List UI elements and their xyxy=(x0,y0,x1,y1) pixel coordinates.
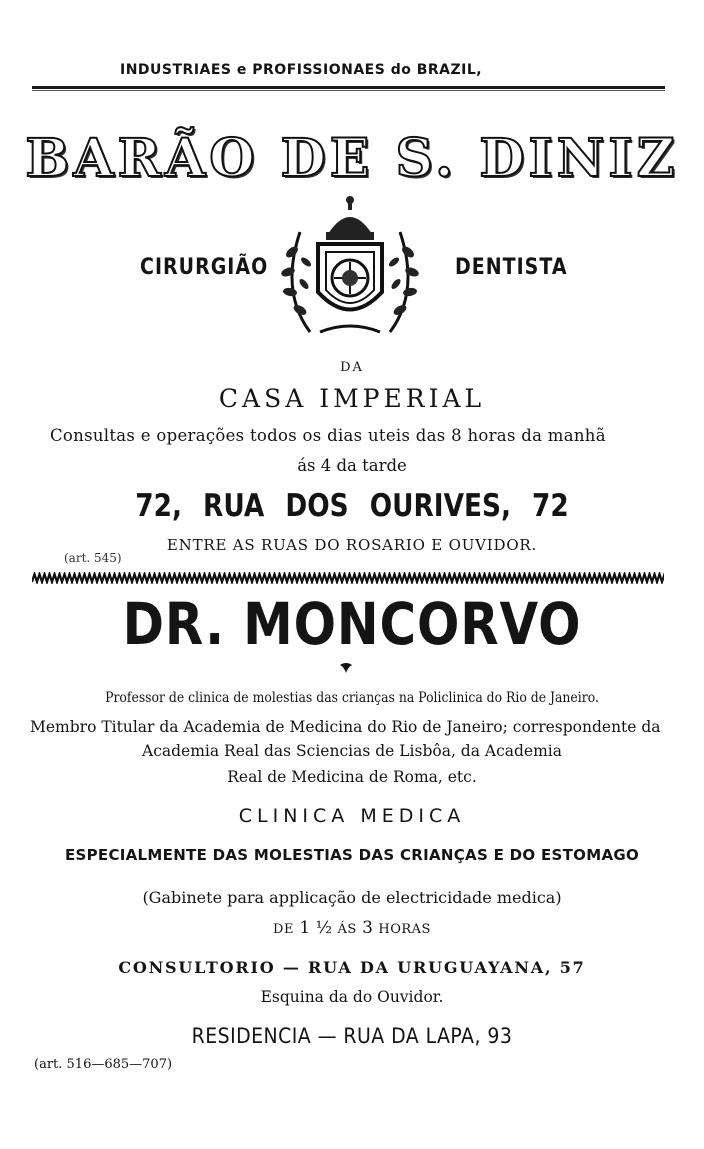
consultation-hours-line1: Consultas e operações todos os dias uteis das 8 horas da manhã xyxy=(50,426,606,445)
title-left: CIRURGIÃO xyxy=(140,254,269,280)
between-streets: ENTRE AS RUAS DO ROSARIO E OUVIDOR. xyxy=(166,536,538,554)
imperial-house-heading: CASA IMPERIAL xyxy=(218,384,486,413)
header-rule xyxy=(32,86,665,89)
membership-line1: Membro Titular da Academia de Medicina do Rio de Janeiro; correspondente da xyxy=(30,718,661,736)
hours-to: 3 xyxy=(362,918,373,938)
header-rule-thin xyxy=(32,90,665,91)
dentist-name-heading: BARÃO DE S. DINIZ xyxy=(25,128,679,189)
hours-from: 1 ½ xyxy=(299,918,333,938)
membership-line2: Academia Real das Sciencias de Lisbôa, da Academia xyxy=(142,742,562,760)
title-right: DENTISTA xyxy=(455,254,568,280)
corner-note: Esquina da do Ouvidor. xyxy=(260,988,444,1006)
page-header-title: INDUSTRIAES e PROFISSIONAES do BRAZIL, xyxy=(120,62,483,78)
hours-suffix: HORAS xyxy=(378,922,431,937)
specialty-detail: ESPECIALMENTE DAS MOLESTIAS DAS CRIANÇAS E DO ESTOMAGO xyxy=(64,846,640,864)
hours-mid: ÁS xyxy=(337,922,357,937)
article-reference-2: (art. 516—685—707) xyxy=(34,1057,173,1072)
specialty-heading: CLINICA MEDICA xyxy=(238,805,466,827)
residence-address: RESIDENCIA — RUA DA LAPA, 93 xyxy=(191,1024,513,1048)
street-address: 72, RUA DOS OURIVES, 72 xyxy=(135,488,569,524)
membership-line3: Real de Medicina de Roma, etc. xyxy=(227,768,477,786)
article-reference: (art. 545) xyxy=(64,551,122,565)
office-hours xyxy=(0,918,704,938)
hours-prefix: DE xyxy=(273,922,294,937)
doctor-name-heading: DR. MONCORVO xyxy=(122,590,582,658)
consulting-office-address: CONSULTORIO — RUA DA URUGUAYANA, 57 xyxy=(118,958,586,977)
of-label: DA xyxy=(340,360,364,375)
zigzag-border-icon xyxy=(32,572,664,584)
fleuron-icon xyxy=(339,662,353,674)
imperial-crest-icon xyxy=(270,192,430,342)
electricity-cabinet-note: (Gabinete para applicação de electricidade medica) xyxy=(142,888,562,907)
consultation-hours-line2: ás 4 da tarde xyxy=(297,456,407,475)
professor-line: Professor de clinica de molestias das crianças na Policlinica do Rio de Janeiro. xyxy=(105,690,599,706)
